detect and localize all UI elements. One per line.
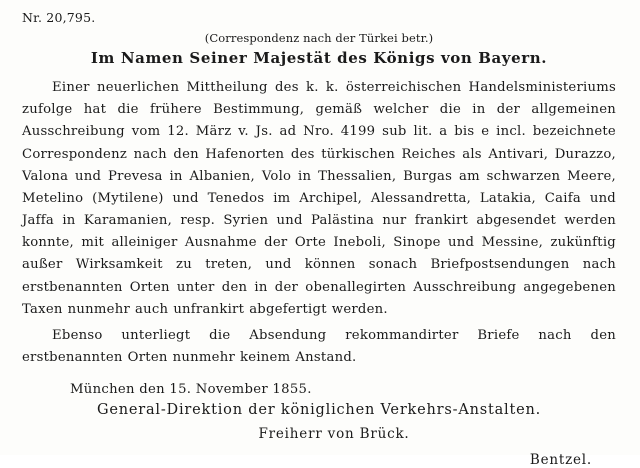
document-heading: Im Namen Seiner Majestät des Königs von Bayern. xyxy=(90,49,548,67)
document-paragraph-1: Einer neuerlichen Mittheilung des k. k. österreichischen Handelsministeriums zufolge hat die frühere Bestimmung, gemäß welcher die in der allgemeinen Ausschreibung vom 12. März v. Js. ad Nro. 4199 sub lit. a bis e incl. bezeichnete Correspondenz nach den Hafenorten des türkischen Reiches als Antivari, Durazzo, Valona und Prevesa in Albanien, Volo in Thessalien, Burgas am schwarzen Meere, Metelino (Mytilene) und Tenedos im Archipel, Alessandretta, Latakia, Caifa und Jaffa in Karamanien, resp. Syrien und Palästina nur frankirt abgesendet werden konnte, mit alleiniger Ausnahme der Orte Ineboli, Sinope und Messine, zukünftig außer Wirksamkeit zu treten, und können sonach Briefpostsendungen nach erstbenannten Orten unter den in der obenallegirten Ausschreibung angegebenen Taxen nunmehr auch unfrankirt abgefertigt werden. xyxy=(22,80,616,317)
document-organisation: General-Direktion der königlichen Verkehrs-Anstalten. xyxy=(96,402,542,419)
document-signature-primary: Freiherr von Brück. xyxy=(258,426,410,443)
document-reference-number: Nr. 20,795. xyxy=(22,10,96,25)
document-signature-secondary: Bentzel. xyxy=(529,452,592,468)
document-place-date: München den 15. November 1855. xyxy=(70,382,312,398)
document-subtitle: (Correspondenz nach der Türkei betr.) xyxy=(204,31,434,45)
document-paragraph-2: Ebenso unterliegt die Absendung rekommandirter Briefe nach den erstbenannten Orten nunmehr keinem Anstand. xyxy=(22,327,616,366)
